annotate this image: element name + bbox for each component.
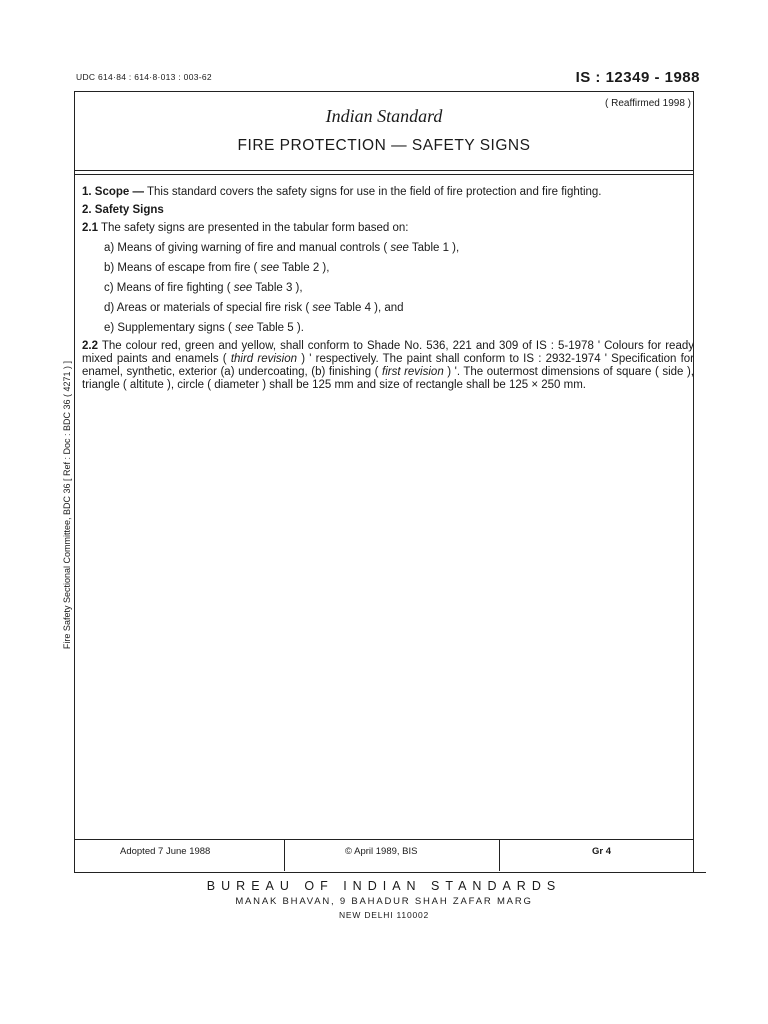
para-2-2-italic-1: third revision — [230, 353, 298, 365]
list-item-see: see — [312, 302, 331, 314]
side-committee-reference: Fire Safety Sectional Committee, BDC 36 [ Ref : Doc : BDC 36 ( 4271 ) ] — [62, 360, 72, 650]
safety-signs-heading: 2. Safety Signs — [82, 204, 164, 216]
list-item-see: see — [390, 242, 409, 254]
title-rule — [74, 170, 694, 171]
list-item — [104, 262, 694, 275]
para-2-1-number: 2.1 — [82, 222, 98, 234]
footer-divider-1 — [284, 840, 285, 871]
list-item-text: a) Means of giving warning of fire and manual controls ( — [104, 242, 391, 254]
list-item-reference: Table 4 ), and — [330, 302, 404, 314]
page-title: FIRE PROTECTION — SAFETY SIGNS — [237, 137, 531, 154]
list-item-text: c) Means of fire fighting ( — [104, 282, 234, 294]
publisher-address-line-2: NEW DELHI 110002 — [338, 910, 430, 920]
para-2-2-text-c: ) '. The outermost dimensions of square ( side ), triangle ( altitute ), circle ( diameter ) shall be 125 mm and size of rectangle shall be 125 × 250 mm. — [82, 366, 694, 391]
reaffirmed-note: ( Reaffirmed 1998 ) — [605, 98, 691, 109]
para-2-2 — [82, 340, 694, 392]
scope-paragraph — [82, 186, 694, 199]
list-item-see: see — [233, 282, 253, 294]
list-item — [104, 322, 694, 335]
para-2-1 — [82, 222, 694, 235]
list-item-reference: Table 3 ), — [252, 282, 303, 294]
list-item — [104, 282, 694, 295]
list-item-text: e) Supplementary signs ( — [104, 322, 236, 334]
para-2-2-number: 2.2 — [82, 340, 98, 352]
list-item-text: b) Means of escape from fire ( — [104, 262, 261, 274]
price-group: Gr 4 — [592, 846, 612, 857]
copyright-notice: © April 1989, BIS — [345, 846, 418, 857]
para-2-2-text-a: The colour red, green and yellow, shall conform to Shade No. 536, 221 and 309 of IS : 5-1978 ' Colours for ready mixed paints and enamels ( — [82, 340, 694, 365]
footer-top-rule — [74, 839, 694, 840]
para-2-2-italic-2: first revision — [382, 366, 444, 378]
list-item-reference: Table 2 ), — [279, 262, 330, 274]
sign-category-list — [82, 242, 694, 335]
list-item-see: see — [235, 322, 254, 334]
top-rule — [74, 91, 694, 92]
para-2-1-text: The safety signs are presented in the tabular form based on: — [101, 222, 409, 234]
udc-code: UDC 614·84 : 614·8·013 : 003-62 — [76, 72, 212, 82]
standard-number: IS : 12349 - 1988 — [575, 69, 700, 86]
para-2-2-text-b: ) ' respectively. The paint shall conform to IS : 2932-1974 ' Specification for enamel, synthetic, exterior (a) undercoating, (b) finishing ( — [82, 353, 694, 378]
adopted-date: Adopted 7 June 1988 — [120, 846, 211, 857]
document-body — [82, 186, 694, 392]
footer-bottom-rule — [74, 872, 706, 873]
scope-text: This standard covers the safety signs for use in the field of fire protection and fire fighting. — [147, 186, 602, 198]
publisher-name: BUREAU OF INDIAN STANDARDS — [206, 879, 562, 893]
list-item-reference: Table 1 ), — [408, 242, 460, 254]
list-item-reference: Table 5 ). — [253, 322, 304, 334]
list-item — [104, 302, 694, 315]
list-item — [104, 242, 694, 255]
footer-divider-2 — [499, 840, 500, 871]
indian-standard-heading: Indian Standard — [325, 106, 443, 126]
title-rule-double — [74, 174, 694, 175]
publisher-address-line-1: MANAK BHAVAN, 9 BAHADUR SHAH ZAFAR MARG — [235, 896, 533, 907]
list-item-see: see — [260, 262, 280, 274]
list-item-text: d) Areas or materials of special fire risk ( — [104, 302, 313, 314]
scope-heading: 1. Scope — — [82, 186, 144, 198]
